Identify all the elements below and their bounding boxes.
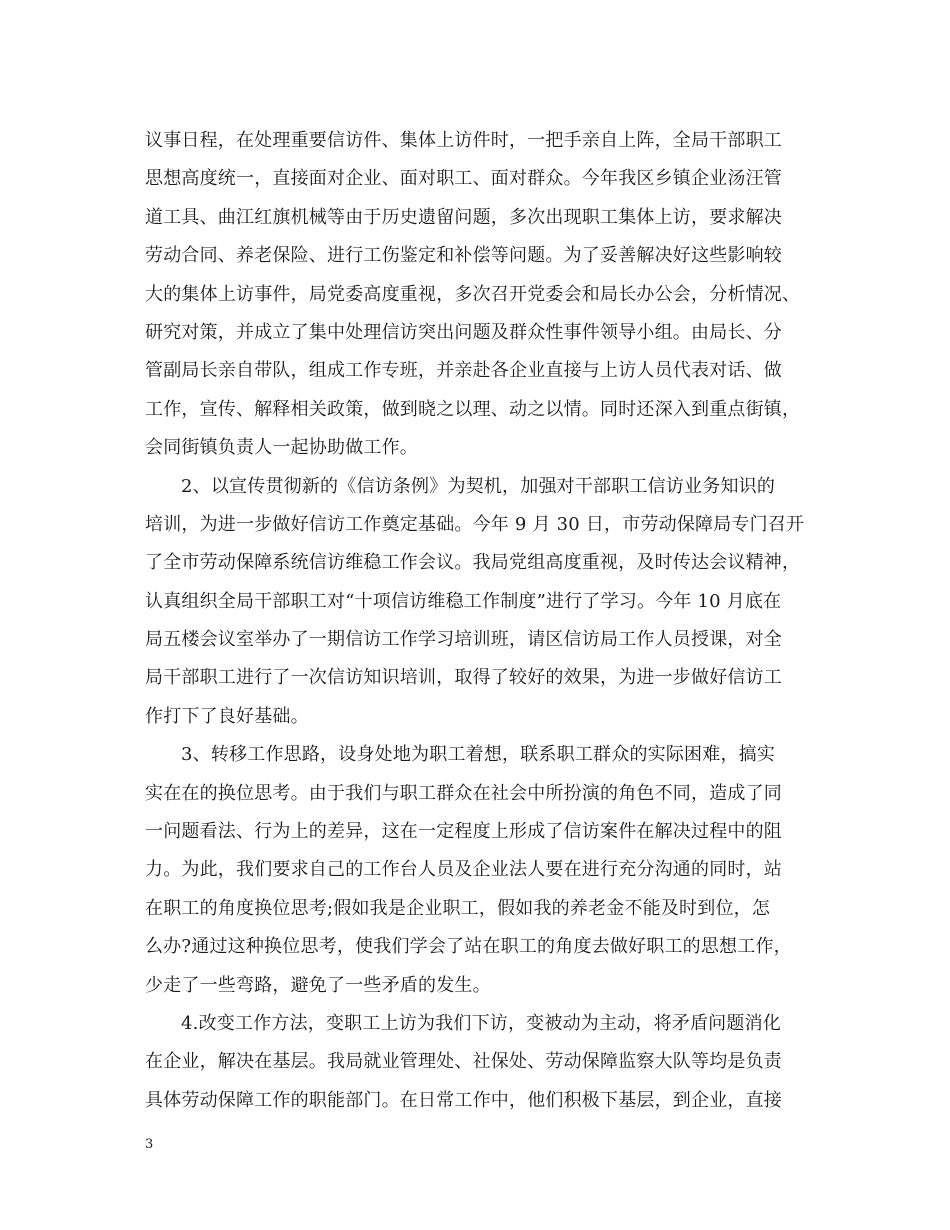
text-line: 认真组织全局干部职工对“十项信访维稳工作制度”进行了学习。今年 10 月底在	[145, 590, 782, 612]
text-line: 思想高度统一，直接面对企业、面对职工、面对群众。今年我区乡镇企业汤汪管	[145, 168, 782, 190]
text-line: 具体劳动保障工作的职能部门。在日常工作中，他们积极下基层，到企业，直接	[145, 1089, 782, 1111]
text-line: 会同街镇负责人一起协助做工作。	[145, 437, 418, 459]
text-line: 2、以宣传贯彻新的《信访条例》为契机，加强对干部职工信访业务知识的	[181, 475, 776, 497]
text-line: 工作，宣传、解释相关政策，做到晓之以理、动之以情。同时还深入到重点街镇，	[145, 398, 801, 420]
text-line: 了全市劳动保障系统信访维稳工作会议。我局党组高度重视，及时传达会议精神，	[145, 552, 801, 574]
text-line: 研究对策，并成立了集中处理信访突出问题及群众性事件领导小组。由局长、分	[145, 321, 782, 343]
text-line: 管副局长亲自带队，组成工作专班，并亲赴各企业直接与上访人员代表对话、做	[145, 360, 782, 382]
text-line: 在企业，解决在基层。我局就业管理处、社保处、劳动保障监察大队等均是负责	[145, 1051, 782, 1073]
text-line: 一问题看法、行为上的差异，这在一定程度上形成了信访案件在解决过程中的阻	[145, 821, 782, 843]
text-line: 劳动合同、养老保险、进行工伤鉴定和补偿等问题。为了妥善解决好这些影响较	[145, 245, 782, 267]
text-line: 局五楼会议室举办了一期信访工作学习培训班，请区信访局工作人员授课，对全	[145, 629, 782, 651]
text-line: 议事日程，在处理重要信访件、集体上访件时，一把手亲自上阵，全局干部职工	[145, 130, 782, 151]
text-line: 么办?通过这种换位思考，使我们学会了站在职工的角度去做好职工的思想工作，	[145, 936, 792, 958]
text-line: 道工具、曲江红旗机械等由于历史遗留问题，多次出现职工集体上访，要求解决	[145, 206, 782, 228]
text-line: 培训，为进一步做好信访工作奠定基础。今年 9 月 30 日，市劳动保障局专门召开	[145, 513, 805, 535]
text-line: 4.改变工作方法，变职工上访为我们下访，变被动为主动，将矛盾问题消化	[181, 1012, 781, 1034]
text-line: 实在在的换位思考。由于我们与职工群众在社会中所扮演的角色不同，造成了同	[145, 782, 782, 804]
document-body	[145, 122, 815, 1120]
text-line: 大的集体上访事件，局党委高度重视，多次召开党委会和局长办公会，分析情况、	[145, 283, 801, 305]
text-line: 局干部职工进行了一次信访知识培训，取得了较好的效果，为进一步做好信访工	[145, 667, 782, 689]
text-line: 作打下了良好基础。	[145, 705, 309, 727]
text-line: 少走了一些弯路，避免了一些矛盾的发生。	[145, 974, 491, 996]
text-line: 在职工的角度换位思考;假如我是企业职工，假如我的养老金不能及时到位，怎	[145, 897, 771, 919]
text-line: 力。为此，我们要求自己的工作台人员及企业法人要在进行充分沟通的同时，站	[145, 859, 782, 881]
page-number: 3	[145, 1137, 154, 1152]
text-line: 3、转移工作思路，设身处地为职工着想，联系职工群众的实际困难，搞实	[181, 744, 776, 766]
